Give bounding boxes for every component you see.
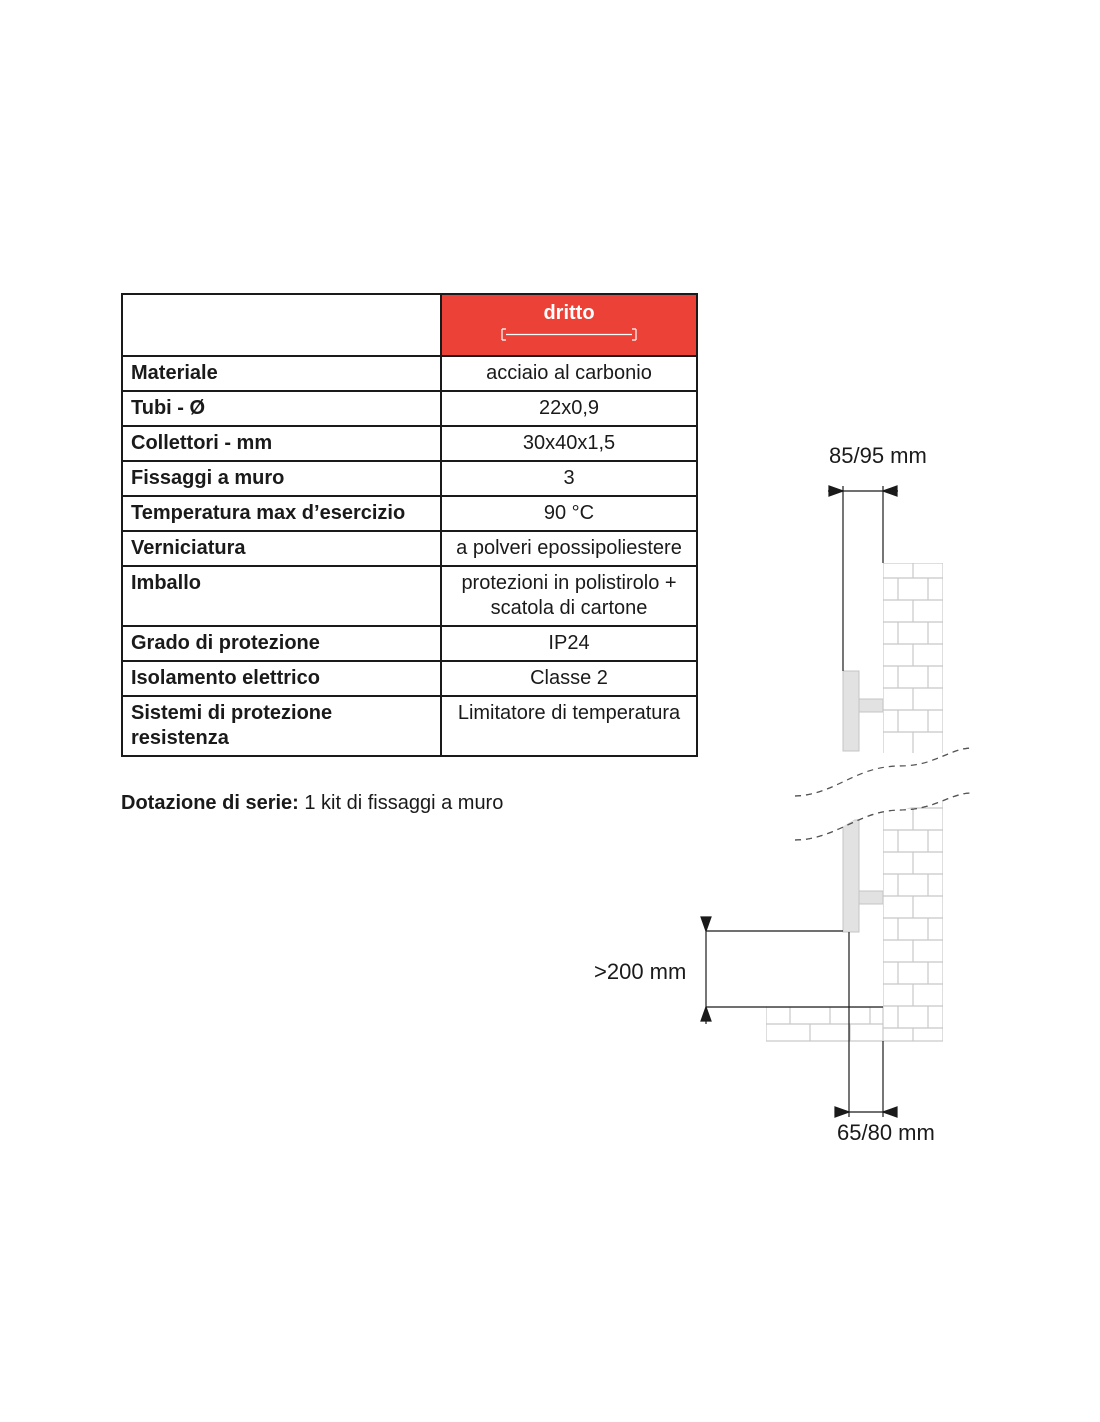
standard-equipment-text: 1 kit di fissaggi a muro: [298, 792, 504, 814]
spec-value: IP24: [441, 626, 697, 661]
dim-top-label: 85/95 mm: [829, 443, 927, 468]
spec-value: 30x40x1,5: [441, 426, 697, 461]
spec-value: 90 °C: [441, 496, 697, 531]
spec-label: Grado di protezione: [122, 626, 441, 661]
dim-bottom-label: 65/80 mm: [837, 1120, 935, 1145]
wall-lower: [883, 790, 943, 1041]
dim-left-label: >200 mm: [594, 959, 687, 984]
model-label: dritto: [543, 302, 595, 324]
spec-value: 3: [441, 461, 697, 496]
spec-label: Materiale: [122, 356, 441, 391]
spec-label: Collettori - mm: [122, 426, 441, 461]
spec-value: Limitatore di temperatura: [441, 696, 697, 756]
spec-value: acciaio al carbonio: [441, 356, 697, 391]
floor: [766, 1007, 883, 1041]
spec-label: Sistemi di protezione resistenza: [122, 696, 441, 756]
spec-label: Verniciatura: [122, 531, 441, 566]
standard-equipment-label: Dotazione di serie:: [121, 792, 299, 814]
spec-value: 22x0,9: [441, 391, 697, 426]
spec-label: Imballo: [122, 566, 441, 626]
spec-label: Tubi - Ø: [122, 391, 441, 426]
spec-value: a polveri epossipoliestere: [441, 531, 697, 566]
spec-value: protezioni in polistirolo + scatola di cartone: [441, 566, 697, 626]
spec-label: Isolamento elettrico: [122, 661, 441, 696]
spec-label: Temperatura max d’esercizio: [122, 496, 441, 531]
dimension-left: [701, 917, 883, 1024]
spec-value: Classe 2: [441, 661, 697, 696]
spec-label: Fissaggi a muro: [122, 461, 441, 496]
